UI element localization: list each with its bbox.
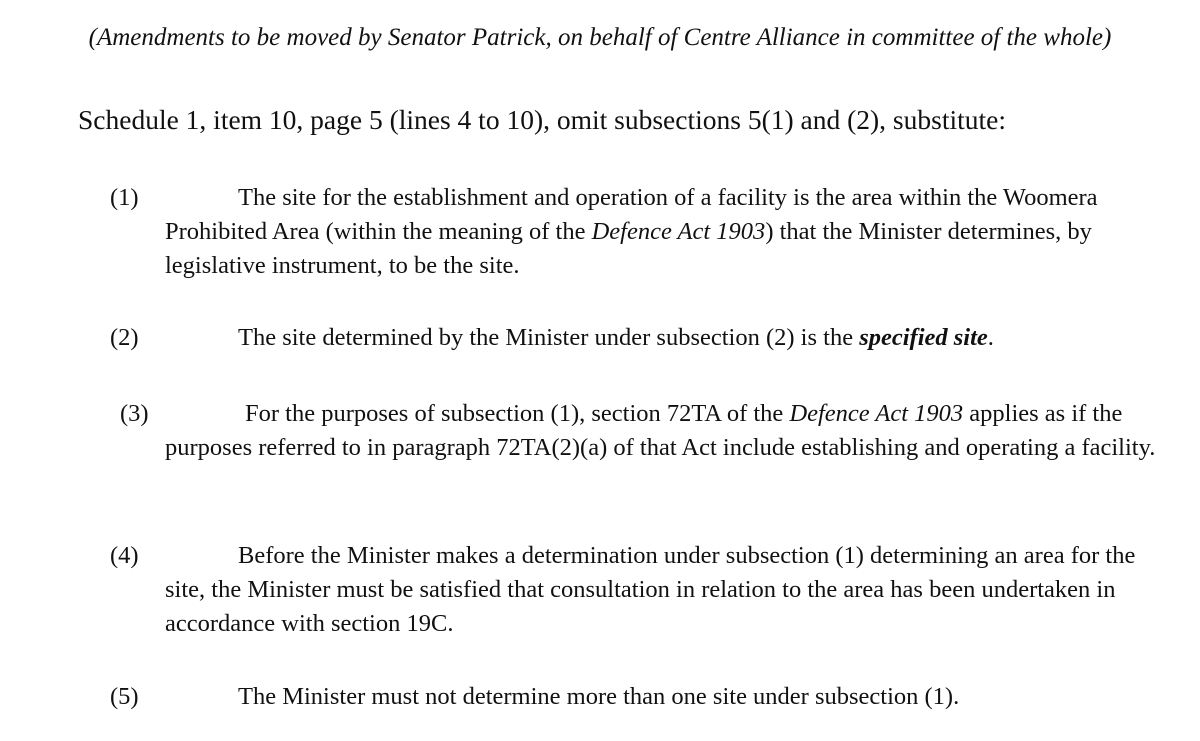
defined-term: specified site: [859, 324, 988, 351]
subsection-text: [165, 680, 1175, 714]
subsection-number: (5): [110, 683, 139, 710]
subsection-number: (2): [110, 324, 139, 351]
subsection-1: [110, 181, 1175, 283]
subsection-text-part: applies as if the purposes referred to in paragraph 72TA(2)(a) of that Act include establishing and operating a facility.: [165, 400, 1156, 461]
subsection-number: (3): [120, 400, 149, 427]
subsection-text-part: Before the Minister makes a determination under subsection (1) determining an area for the site, the Minister must be satisfied that consultation in relation to the area has been undertaken in accordance with section 19C.: [165, 542, 1136, 637]
subsection-number: (1): [110, 184, 139, 211]
subsection-number: (4): [110, 542, 139, 569]
act-title: Defence Act 1903: [789, 400, 964, 427]
subsection-text: [165, 539, 1175, 641]
subsection-text: [165, 397, 1175, 465]
subsection-text-part: .: [987, 324, 994, 351]
subsection-text: [165, 321, 1175, 355]
subsection-5: [110, 680, 1175, 714]
subsection-text-part: The site for the establishment and operation of a facility is the area within the Woomera Prohibited Area (within the meaning of the: [165, 184, 1098, 245]
amendment-instruction: Schedule 1, item 10, page 5 (lines 4 to 10), omit subsections 5(1) and (2), substitute:: [78, 104, 1006, 135]
subsection-text: [165, 181, 1175, 283]
subsection-text-part: The Minister must not determine more than one site under subsection (1).: [238, 683, 960, 710]
subsection-text-part: For the purposes of subsection (1), section 72TA of the: [245, 400, 790, 427]
subsection-2: [110, 321, 1175, 355]
subsection-text-part: The site determined by the Minister under subsection (2) is the: [238, 324, 860, 351]
act-title: Defence Act 1903: [591, 218, 766, 245]
subsection-text-part: ) that the Minister determines, by legislative instrument, to be the site.: [165, 218, 1092, 279]
subsection-3: [120, 397, 1175, 465]
subsection-4: [110, 539, 1175, 641]
amendment-header-note: (Amendments to be moved by Senator Patrick, on behalf of Centre Alliance in committee of the whole): [88, 24, 1112, 51]
